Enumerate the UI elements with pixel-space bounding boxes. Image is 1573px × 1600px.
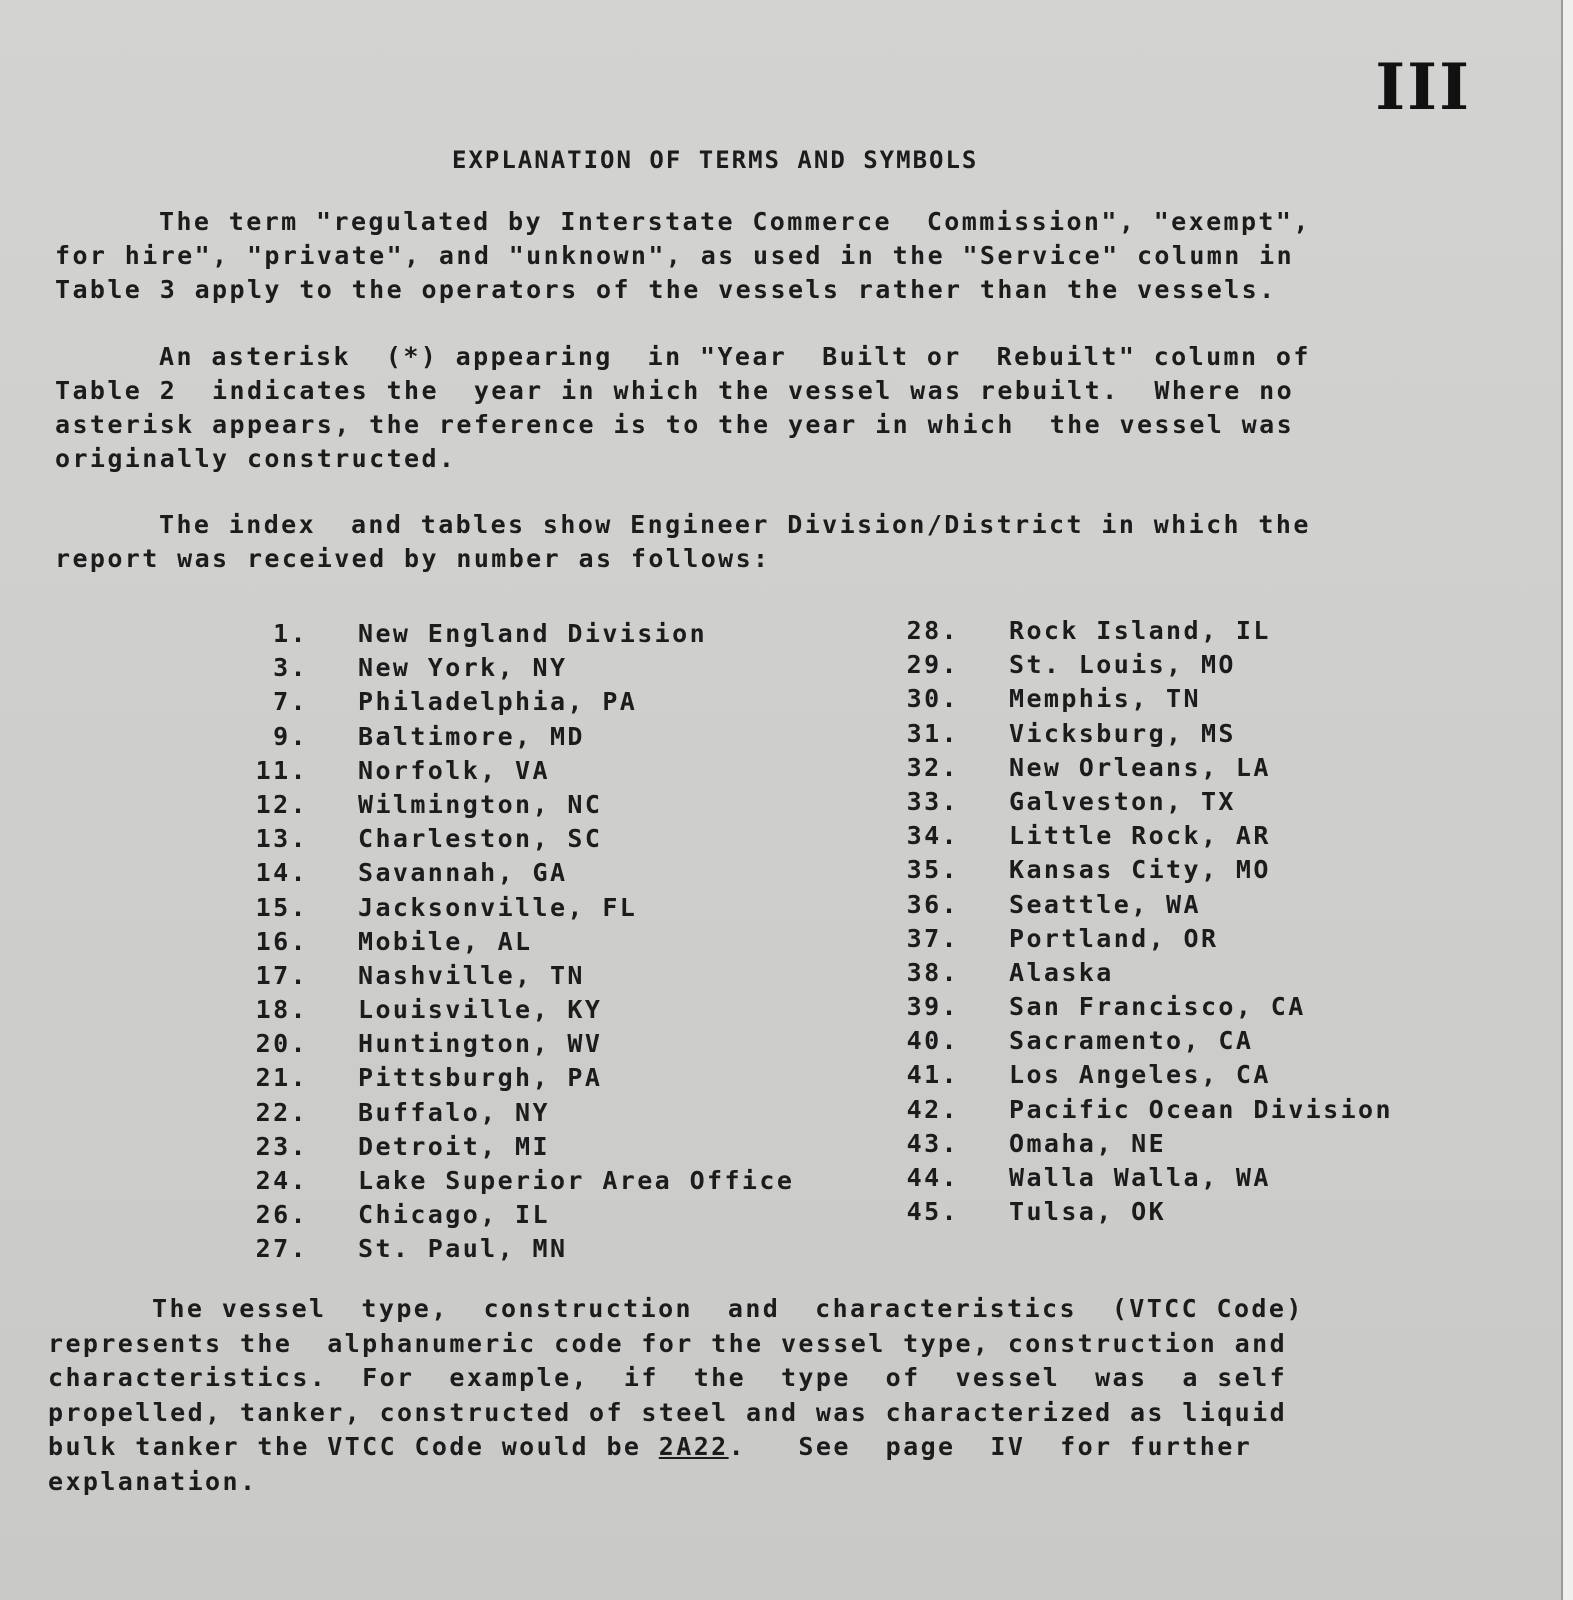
page-edge xyxy=(1561,0,1573,1600)
district-item xyxy=(244,993,794,1027)
district-name: Vicksburg, MS xyxy=(1009,718,1236,748)
district-number: 26. xyxy=(255,1200,308,1230)
district-name: Memphis, TN xyxy=(1009,684,1201,714)
paragraph-line: An asterisk (*) appearing in "Year Built or Rebuilt" column of xyxy=(159,342,1311,371)
page-heading: EXPLANATION OF TERMS AND SYMBOLS xyxy=(452,146,979,174)
district-list-right xyxy=(895,614,1393,1229)
district-number: 17. xyxy=(255,960,308,990)
district-item xyxy=(244,891,794,925)
district-name: Kansas City, MO xyxy=(1009,855,1271,885)
district-name: Omaha, NE xyxy=(1009,1128,1167,1158)
district-number: 14. xyxy=(255,858,308,888)
paragraph-line: The index and tables show Engineer Division/District in which the xyxy=(159,510,1311,539)
district-number: 24. xyxy=(255,1166,308,1195)
district-item xyxy=(244,822,794,856)
district-name: Charleston, SC xyxy=(358,824,603,854)
district-name: Little Rock, AR xyxy=(1009,821,1271,851)
text-fragment: bulk tanker the VTCC Code would be xyxy=(48,1432,659,1461)
district-item xyxy=(895,648,1393,682)
paragraph-line: Table 2 indicates the year in which the vessel was rebuilt. Where no xyxy=(55,376,1295,405)
district-item xyxy=(895,819,1393,853)
paragraph-line: The term "regulated by Interstate Commerce Commission", "exempt", xyxy=(159,207,1311,236)
paragraph-line: propelled, tanker, constructed of steel and was characterized as liquid xyxy=(48,1397,1288,1427)
district-name: Seattle, WA xyxy=(1009,889,1201,919)
district-item xyxy=(895,990,1393,1024)
paragraph-index-intro xyxy=(55,508,1505,576)
district-name: Huntington, WV xyxy=(358,1029,603,1059)
district-number: 42. xyxy=(906,1094,959,1124)
district-name: New Orleans, LA xyxy=(1009,752,1271,782)
district-number: 31. xyxy=(906,718,959,748)
district-item xyxy=(244,754,794,788)
district-number: 15. xyxy=(255,892,308,922)
district-item xyxy=(895,853,1393,887)
district-number: 13. xyxy=(255,824,308,854)
district-item xyxy=(895,614,1393,648)
district-name: Savannah, GA xyxy=(358,858,568,888)
district-number: 18. xyxy=(255,995,308,1025)
district-number: 36. xyxy=(906,889,959,919)
paragraph-line: Table 3 apply to the operators of the vessels rather than the vessels. xyxy=(55,275,1277,304)
district-number: 30. xyxy=(906,684,959,714)
district-number: 44. xyxy=(906,1163,959,1192)
district-name: Mobile, AL xyxy=(358,926,533,956)
paragraph-line: The vessel type, construction and characteristics (VTCC Code) xyxy=(152,1294,1304,1323)
district-item xyxy=(895,1127,1393,1161)
district-item xyxy=(895,1195,1393,1229)
district-number: 27. xyxy=(255,1234,308,1264)
district-name: Sacramento, CA xyxy=(1009,1026,1254,1056)
district-name: Louisville, KY xyxy=(358,995,603,1025)
district-item xyxy=(244,788,794,822)
district-item xyxy=(244,1096,794,1130)
district-item xyxy=(244,1061,794,1095)
district-name: Norfolk, VA xyxy=(358,755,550,785)
district-name: Alaska xyxy=(1009,957,1114,987)
district-item xyxy=(244,1164,794,1198)
district-name: Pittsburgh, PA xyxy=(358,1063,603,1093)
paragraph-line: for hire", "private", and "unknown", as used in the "Service" column in xyxy=(55,241,1295,270)
district-number: 1. xyxy=(273,619,308,648)
district-name: Wilmington, NC xyxy=(358,789,603,819)
district-number: 3. xyxy=(273,653,308,683)
district-name: Jacksonville, FL xyxy=(358,892,638,922)
district-name: Portland, OR xyxy=(1009,923,1219,953)
district-number: 12. xyxy=(255,789,308,819)
district-number: 33. xyxy=(906,786,959,816)
district-name: Philadelphia, PA xyxy=(358,687,638,717)
district-number: 16. xyxy=(255,926,308,956)
district-name: Lake Superior Area Office xyxy=(358,1166,795,1195)
district-item xyxy=(895,888,1393,922)
district-name: New England Division xyxy=(358,619,708,648)
district-name: Chicago, IL xyxy=(358,1200,550,1230)
district-item xyxy=(895,1161,1393,1195)
district-name: San Francisco, CA xyxy=(1009,992,1306,1022)
district-number: 38. xyxy=(906,957,959,987)
district-item xyxy=(244,685,794,719)
district-name: Los Angeles, CA xyxy=(1009,1060,1271,1090)
page-number: III xyxy=(1375,50,1471,125)
district-number: 7. xyxy=(273,687,308,717)
district-number: 11. xyxy=(255,755,308,785)
district-item xyxy=(244,651,794,685)
district-item xyxy=(244,1232,794,1266)
district-number: 37. xyxy=(906,923,959,953)
district-number: 20. xyxy=(255,1029,308,1059)
district-item xyxy=(244,959,794,993)
paragraph-line: report was received by number as follows: xyxy=(55,544,771,573)
paragraph-line: explanation. xyxy=(48,1466,258,1496)
district-item xyxy=(244,925,794,959)
district-number: 22. xyxy=(255,1097,308,1127)
district-number: 39. xyxy=(906,992,959,1022)
paragraph-line: originally constructed. xyxy=(55,444,457,473)
district-item xyxy=(895,1024,1393,1058)
district-number: 21. xyxy=(255,1063,308,1093)
district-number: 9. xyxy=(273,721,308,751)
district-item xyxy=(895,751,1393,785)
district-number: 29. xyxy=(906,650,959,680)
district-name: New York, NY xyxy=(358,653,568,683)
district-number: 40. xyxy=(906,1026,959,1056)
district-name: Pacific Ocean Division xyxy=(1009,1094,1393,1124)
district-number: 45. xyxy=(906,1197,959,1227)
district-item xyxy=(244,1027,794,1061)
paragraph-asterisk xyxy=(55,340,1505,476)
district-name: St. Paul, MN xyxy=(358,1234,568,1264)
district-item xyxy=(895,956,1393,990)
district-item xyxy=(895,682,1393,716)
district-number: 32. xyxy=(906,752,959,782)
district-name: Rock Island, IL xyxy=(1009,616,1271,645)
district-item xyxy=(895,1093,1393,1127)
paragraph-line: asterisk appears, the reference is to the year in which the vessel was xyxy=(55,410,1295,439)
district-item xyxy=(244,617,794,651)
district-number: 34. xyxy=(906,821,959,851)
paragraph-line: characteristics. For example, if the type of vessel was a self xyxy=(48,1363,1288,1392)
district-name: Baltimore, MD xyxy=(358,721,585,751)
district-item xyxy=(244,1130,794,1164)
district-number: 43. xyxy=(906,1128,959,1158)
district-item xyxy=(244,856,794,890)
district-name: Tulsa, OK xyxy=(1009,1197,1167,1227)
district-number: 35. xyxy=(906,855,959,885)
district-name: Nashville, TN xyxy=(358,960,585,990)
district-number: 28. xyxy=(906,616,959,645)
paragraph-service-terms xyxy=(55,205,1505,307)
district-item xyxy=(244,720,794,754)
paragraph-line: represents the alphanumeric code for the vessel type, construction and xyxy=(48,1328,1288,1358)
district-item xyxy=(244,1198,794,1232)
district-name: Galveston, TX xyxy=(1009,786,1236,816)
paragraph-vtcc-code xyxy=(48,1292,1528,1499)
district-item xyxy=(895,785,1393,819)
text-fragment: . See page IV for further xyxy=(728,1432,1253,1461)
district-list-left xyxy=(244,617,794,1267)
district-name: Walla Walla, WA xyxy=(1009,1163,1271,1192)
district-number: 41. xyxy=(906,1060,959,1090)
district-item xyxy=(895,717,1393,751)
district-item xyxy=(895,1058,1393,1092)
district-item xyxy=(895,922,1393,956)
paragraph-line xyxy=(48,1430,1528,1465)
vtcc-example-code: 2A22 xyxy=(658,1432,729,1461)
district-name: Buffalo, NY xyxy=(358,1097,550,1127)
district-name: St. Louis, MO xyxy=(1009,650,1236,680)
district-number: 23. xyxy=(255,1131,308,1161)
district-name: Detroit, MI xyxy=(358,1131,550,1161)
